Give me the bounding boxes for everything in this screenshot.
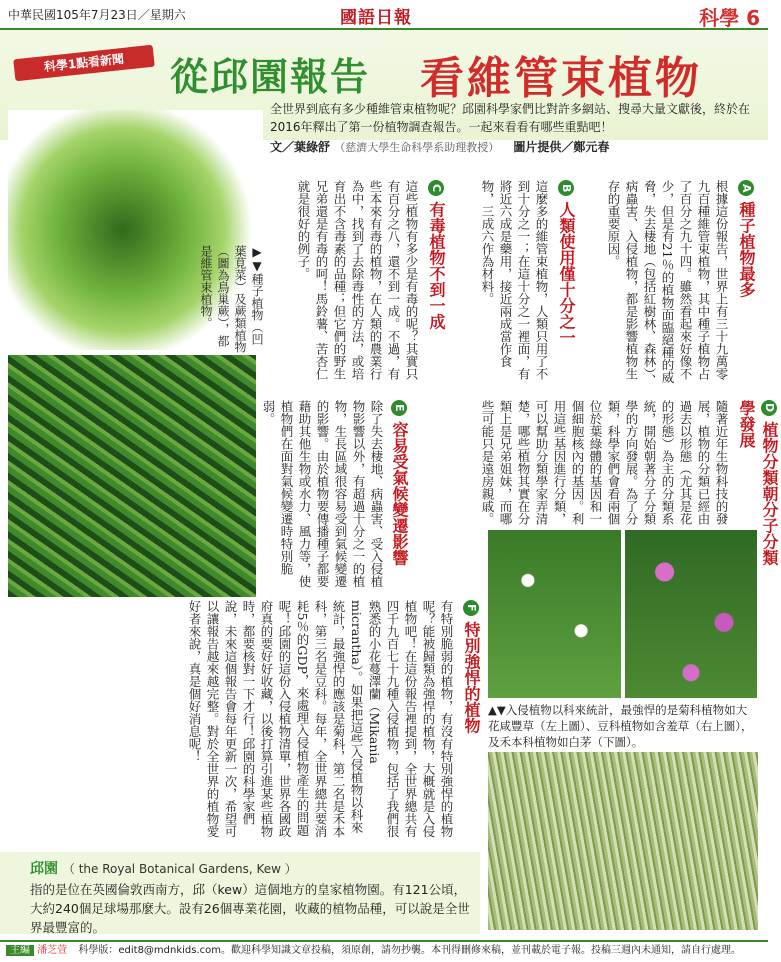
- kew-title-en: （ the Royal Botanical Gardens, Kew ）: [62, 862, 297, 876]
- footer-editor: 潘芝萱: [37, 945, 68, 956]
- section-label: 科學 6: [699, 6, 760, 30]
- kew-body: 指的是位在英國倫敦西南方，邱（kew）這個地方的皇家植物園。有121公頃，大約240個足球場那麼大。設有26個專業花園，收藏的植物品種，可以說是全世界最豐富的。: [30, 882, 470, 935]
- fern-photo: [8, 355, 256, 597]
- footer: [0, 940, 768, 962]
- section-e-badge: E: [391, 400, 407, 416]
- section-a-heading: [735, 180, 758, 360]
- headline-part1: 從邱園報告: [170, 55, 371, 99]
- author-affiliation: （慈濟大學生命科學系助理教授）: [334, 141, 500, 154]
- bidens-photo: [488, 530, 621, 698]
- headline-part2: 看維管束植物: [420, 53, 702, 104]
- section-d-badge: D: [761, 400, 777, 416]
- section-b-title: 人類使用僅十分之一: [557, 201, 576, 346]
- author: 文／葉綠舒: [270, 140, 331, 154]
- paper-logo: 國語日報: [340, 8, 412, 28]
- cogongrass-photo: [488, 752, 758, 930]
- news-tag: 科學1點看新聞: [13, 45, 155, 82]
- lead-paragraph: 全世界到底有多少種維管束植物呢？邱園科學家們比對許多網站、搜尋大量文獻後，終於在2016年釋出了第一份植物調查報告。一起來看看有哪些重點吧！: [270, 102, 751, 134]
- section-f-body: 有特別脆弱的植物，有沒有特別強悍的植物呢？能被歸類為強悍的植物，大概就是入侵植物吧！在這份報告裡提到，全世界總共有四千九百七十九種入侵植物，包括了我們很熟悉的小花蔓澤蘭（Mikania micrantha）。如果把這些入侵植物以科來統計，最強悍的應該是菊科，第二名是禾本科，第三名是豆科。每年，全世界總共要消耗5％的GDP，來處理入侵植物產生的問題呢！邱園的這份入侵植物清單，世界各國政府真的要好好收藏，以後打算引進某些植物時，都要核對一下才行！邱園的科學家們說，未來這個報告會每年更新一次，希望可以讓報告越來越完整。對於全世界的植物愛好者來說，真是個好消息呢！: [187, 600, 454, 838]
- footer-role: 主編: [6, 945, 34, 956]
- section-c-title: 有毒植物不到一成: [427, 201, 446, 330]
- section-f-badge: F: [463, 600, 479, 616]
- section-c-heading: [425, 180, 448, 360]
- section-a-badge: A: [738, 180, 754, 196]
- photo-credit: 圖片提供／鄭元春: [513, 140, 610, 154]
- section-b-heading: [555, 180, 578, 360]
- section-e-heading: [388, 400, 411, 580]
- section-c-badge: C: [428, 180, 444, 196]
- section-b-body: 這麼多的維管束植物，人類只用了不到十分之一；在這十分之一裡面，有將近六成是藥用，接近兩成當作食物，三成六作為材料。: [480, 180, 549, 380]
- header-bar: [0, 0, 768, 30]
- section-c-body: 這些植物有多少是有毒的呢？其實只有百分之八，還不到一成。不過，有些本來有毒的植物，在人類的農業行為中，找到了去除毒性的方法，或培育出不含毒素的品種；但它們的野生兄弟還是有毒的呵！馬鈴薯、苦杏仁就是很好的例子。: [296, 180, 419, 380]
- section-d-body: 隨著近年生物科技的發展，植物的分類已經由過去以形態（尤其是花的形態）為主的分類系統，開始朝著分子分類學的方向發展。為了分類，科學家們會看兩個位於葉綠體的基因和一個細胞核內的基因。利用這些基因進行分類，可以幫助分類學家弄清楚，哪些植物其實在分類上是兄弟姐妹，而哪些可能只是遠房親戚。: [480, 400, 729, 525]
- section-a-title: 種子植物最多: [737, 201, 756, 298]
- flowers-caption: ▲▼入侵植物以科來統計，最強悍的是菊科植物如大花咸豐草（左上圖）、豆科植物如含羞草（右上圖），及禾本科植物如白茅（下圖）。: [488, 703, 753, 749]
- section-e-body: 除了失去棲地、病蟲害、受入侵植物影響以外，有超過十分之一的植物，生長區域很容易受到氣候變遷的影響。由於植物要傳播種子都要藉助其他生物或水力、風力等，使植物們在面對氣候變遷時特別脆弱。: [261, 400, 384, 588]
- section-f-title: 特別強悍的植物: [462, 621, 481, 734]
- section-f-heading: [460, 600, 483, 780]
- footer-note: 科學版：edit8@mdnkids.com。歡迎科學知識文章投稿，須原創，請勿抄襲。本刊得刪修來稿，並刊載於電子報。投稿三週內未通知，請自行處理。: [78, 945, 742, 956]
- byline: [270, 138, 609, 155]
- section-a-body: 根據這份報告，世界上有三十九萬零九百種維管束植物，其中種子植物占了百分之九十四。雖然看起來好像不少，但是有21％的植物面臨絕種的威脅，失去棲地（包括紅樹林、森林）、病蟲害、入侵植物，都是影響植物生存的重要原因。: [606, 180, 729, 387]
- leaf-caption: ▶▼種子植物（凹葉莧菜）及蕨類植物（圖為鳥巢蕨），都是維管束植物。: [199, 245, 264, 353]
- kew-title-zh: 邱園: [30, 861, 58, 877]
- section-d-title: 植物分類朝分子分類學發展: [737, 400, 779, 566]
- issue-date: 中華民國105年7月23日／星期六: [8, 8, 186, 22]
- section-e-title: 容易受氣候變遷影響: [390, 421, 409, 566]
- section-d-heading: [735, 400, 781, 580]
- section-b-badge: B: [558, 180, 574, 196]
- kew-title: [30, 858, 297, 878]
